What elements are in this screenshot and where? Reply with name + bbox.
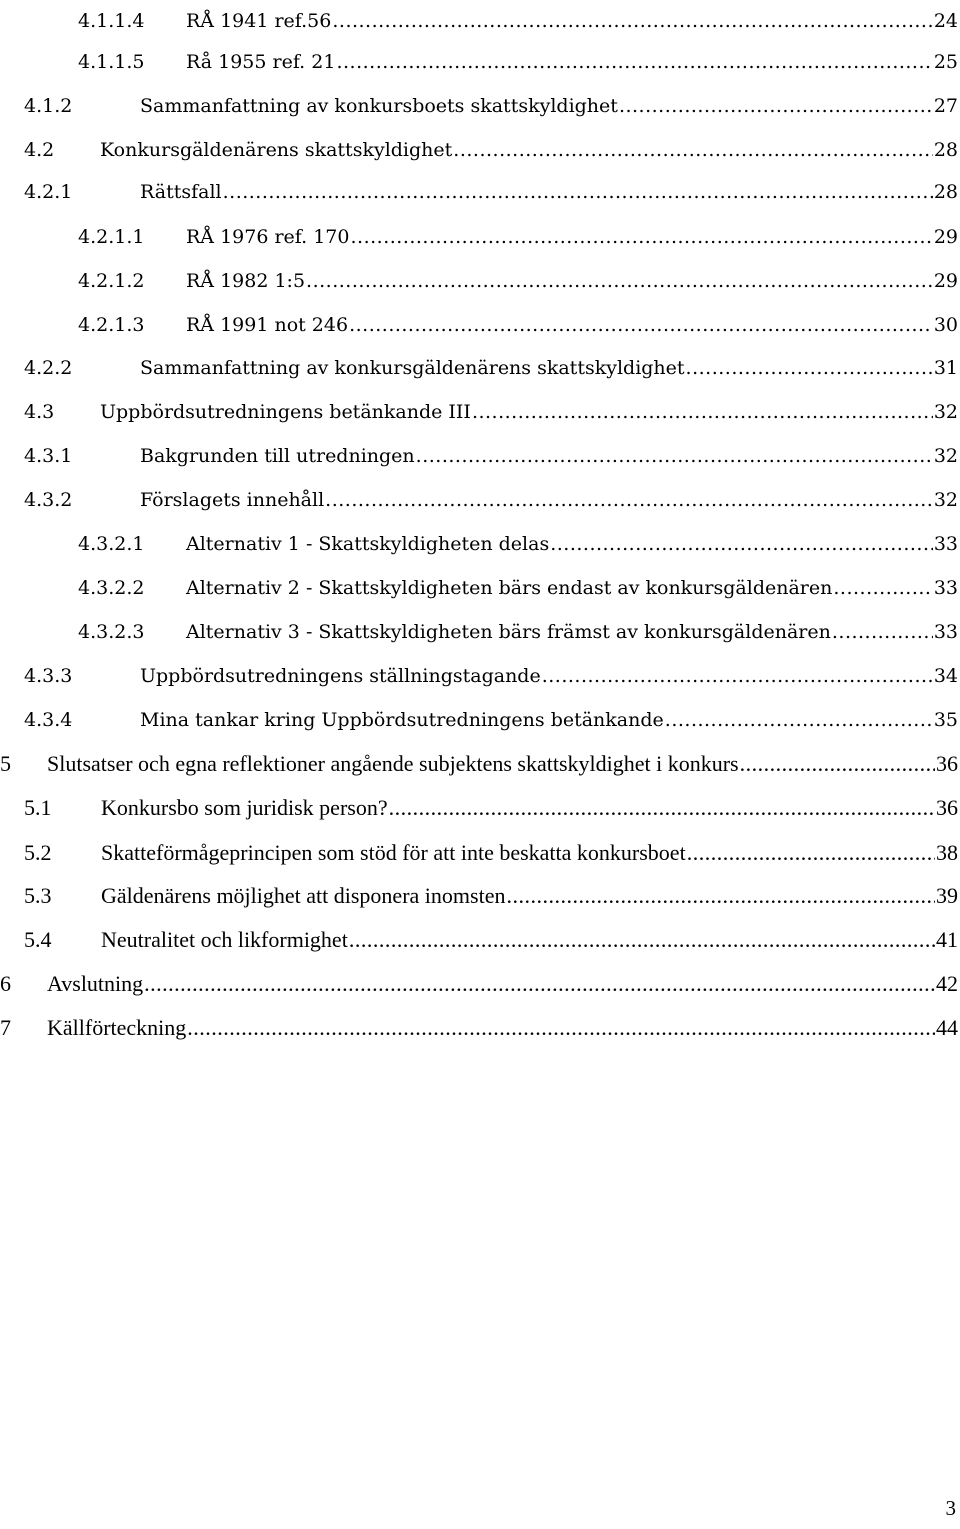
toc-entry-title: Bakgrunden till utredningen <box>140 445 415 467</box>
toc-entry[interactable] <box>78 529 958 559</box>
toc-entry-number: 5.2 <box>24 840 52 865</box>
toc-entry-number: 4.2.2 <box>24 357 73 379</box>
toc-leader-dots <box>506 881 935 911</box>
toc-entry-number: 5.3 <box>24 883 52 908</box>
toc-entry-number: 4.1.2 <box>24 95 73 117</box>
toc-entry[interactable] <box>24 925 958 955</box>
toc-entry-page: 35 <box>933 709 958 731</box>
toc-entry[interactable] <box>78 6 958 36</box>
toc-entry-page: 28 <box>933 139 958 161</box>
toc-entry-number: 4.3 <box>24 401 55 423</box>
toc-entry[interactable] <box>24 177 958 207</box>
toc-entry-page: 27 <box>933 95 958 117</box>
toc-entry-page: 32 <box>933 445 958 467</box>
toc-entry-page: 36 <box>936 795 958 820</box>
toc-entry[interactable] <box>24 705 958 735</box>
toc-entry-page: 44 <box>936 1015 958 1040</box>
toc-entry-number: 4.1.1.4 <box>78 10 145 32</box>
toc-entry-page: 38 <box>936 840 958 865</box>
toc-entry-page: 24 <box>933 10 958 32</box>
toc-leader-dots <box>351 222 933 252</box>
toc-entry-number: 4.3.2 <box>24 489 73 511</box>
toc-entry[interactable] <box>24 441 958 471</box>
toc-entry[interactable] <box>78 617 958 647</box>
toc-entry-title: Neutralitet och likformighet <box>101 927 348 952</box>
toc-entry-title: RÅ 1941 ref.56 <box>186 10 332 32</box>
toc-entry-number: 4.1.1.5 <box>78 51 145 73</box>
toc-entry-title: Rå 1955 ref. 21 <box>186 51 336 73</box>
toc-entry[interactable] <box>24 353 958 383</box>
toc-entry-page: 36 <box>936 751 958 776</box>
toc-entry-page: 41 <box>936 927 958 952</box>
toc-leader-dots <box>187 1013 935 1043</box>
toc-entry-number: 4.3.2.3 <box>78 621 145 643</box>
toc-entry-number: 4.3.2.1 <box>78 533 145 555</box>
toc-entry[interactable] <box>0 969 958 999</box>
toc-entry-page: 33 <box>933 621 958 643</box>
toc-entry[interactable] <box>78 47 958 77</box>
toc-leader-dots <box>542 661 933 691</box>
toc-leader-dots <box>619 91 933 121</box>
toc-entry-page: 34 <box>933 665 958 687</box>
toc-entry-title: Förslagets innehåll <box>140 489 325 511</box>
toc-entry[interactable] <box>24 881 958 911</box>
toc-entry-title: Sammanfattning av konkursboets skattskyldighet <box>140 95 618 117</box>
toc-entry-title: Källförteckning <box>47 1015 187 1040</box>
toc-leader-dots <box>740 749 935 779</box>
toc-entry[interactable] <box>78 310 958 340</box>
toc-entry-number: 5.1 <box>24 795 52 820</box>
toc-entry-number: 7 <box>0 1015 11 1040</box>
toc-entry-title: Uppbördsutredningens betänkande III <box>100 401 471 423</box>
toc-entry-title: Rättsfall <box>140 181 222 203</box>
toc-entry-page: 30 <box>933 314 958 336</box>
toc-leader-dots <box>665 705 933 735</box>
toc-entry[interactable] <box>0 749 958 779</box>
toc-entry-title: Konkursgäldenärens skattskyldighet <box>100 139 453 161</box>
toc-entry-title: Avslutning <box>47 971 144 996</box>
toc-entry[interactable] <box>24 397 958 427</box>
toc-entry-number: 4.3.3 <box>24 665 73 687</box>
toc-entry-number: 5 <box>0 751 11 776</box>
toc-entry-number: 4.2.1.3 <box>78 314 145 336</box>
toc-entry-title: Alternativ 1 - Skattskyldigheten delas <box>186 533 550 555</box>
toc-leader-dots <box>832 617 933 647</box>
toc-entry-number: 4.3.2.2 <box>78 577 145 599</box>
toc-entry-page: 31 <box>933 357 958 379</box>
toc-entry-title: Gäldenärens möjlighet att disponera inomsten <box>101 883 506 908</box>
toc-entry[interactable] <box>24 838 958 868</box>
toc-leader-dots <box>389 793 935 823</box>
toc-leader-dots <box>325 485 933 515</box>
toc-entry-number: 4.3.4 <box>24 709 73 731</box>
toc-entry-title: Konkursbo som juridisk person? <box>101 795 388 820</box>
toc-leader-dots <box>833 573 932 603</box>
toc-entry[interactable] <box>24 485 958 515</box>
toc-leader-dots <box>349 925 935 955</box>
page-number: 3 <box>945 1496 956 1520</box>
toc-entry-page: 32 <box>933 401 958 423</box>
toc-entry-title: Skatteförmågeprincipen som stöd för att inte beskatta konkursboet <box>101 840 686 865</box>
toc-entry-title: Alternativ 3 - Skattskyldigheten bärs främst av konkursgäldenären <box>186 621 831 643</box>
toc-leader-dots <box>550 529 933 559</box>
toc-entry[interactable] <box>78 266 958 296</box>
toc-entry-number: 4.2.1 <box>24 181 73 203</box>
toc-entry-page: 42 <box>936 971 958 996</box>
toc-entry-number: 4.3.1 <box>24 445 73 467</box>
toc-leader-dots <box>416 441 933 471</box>
toc-leader-dots <box>687 838 935 868</box>
toc-entry-title: Slutsatser och egna reflektioner angående subjektens skattskyldighet i konkurs <box>47 751 739 776</box>
toc-leader-dots <box>306 266 933 296</box>
toc-entry-title: RÅ 1982 1:5 <box>186 270 306 292</box>
toc-entry-title: RÅ 1991 not 246 <box>186 314 349 336</box>
toc-leader-dots <box>144 969 935 999</box>
toc-entry-title: Uppbördsutredningens ställningstagande <box>140 665 541 687</box>
toc-leader-dots <box>686 353 933 383</box>
toc-entry-number: 4.2.1.2 <box>78 270 145 292</box>
toc-entry[interactable] <box>78 573 958 603</box>
toc-entry-page: 32 <box>933 489 958 511</box>
toc-entry-title: Sammanfattning av konkursgäldenärens skattskyldighet <box>140 357 685 379</box>
toc-entry-title: Mina tankar kring Uppbördsutredningens betänkande <box>140 709 664 731</box>
toc-entry-number: 4.2.1.1 <box>78 226 145 248</box>
toc-leader-dots <box>336 47 932 77</box>
toc-entry[interactable] <box>24 661 958 691</box>
toc-entry-number: 5.4 <box>24 927 52 952</box>
toc-entry[interactable] <box>24 135 958 165</box>
toc-entry-page: 29 <box>933 270 958 292</box>
toc-leader-dots <box>472 397 933 427</box>
toc-entry-page: 25 <box>933 51 958 73</box>
toc-entry-number: 6 <box>0 971 11 996</box>
toc-entry-page: 33 <box>933 577 958 599</box>
toc-entry-page: 28 <box>933 181 958 203</box>
toc-entry[interactable] <box>0 1013 958 1043</box>
toc-entry-page: 33 <box>933 533 958 555</box>
toc-leader-dots <box>332 6 932 36</box>
toc-leader-dots <box>223 177 933 207</box>
toc-leader-dots <box>349 310 933 340</box>
toc-entry-number: 4.2 <box>24 139 55 161</box>
toc-entry-page: 29 <box>933 226 958 248</box>
toc-entry[interactable] <box>78 222 958 252</box>
toc-leader-dots <box>453 135 933 165</box>
toc-entry[interactable] <box>24 91 958 121</box>
toc-entry-page: 39 <box>936 883 958 908</box>
toc-entry-title: Alternativ 2 - Skattskyldigheten bärs endast av konkursgäldenären <box>186 577 833 599</box>
toc-entry-title: RÅ 1976 ref. 170 <box>186 226 350 248</box>
toc-entry[interactable] <box>24 793 958 823</box>
